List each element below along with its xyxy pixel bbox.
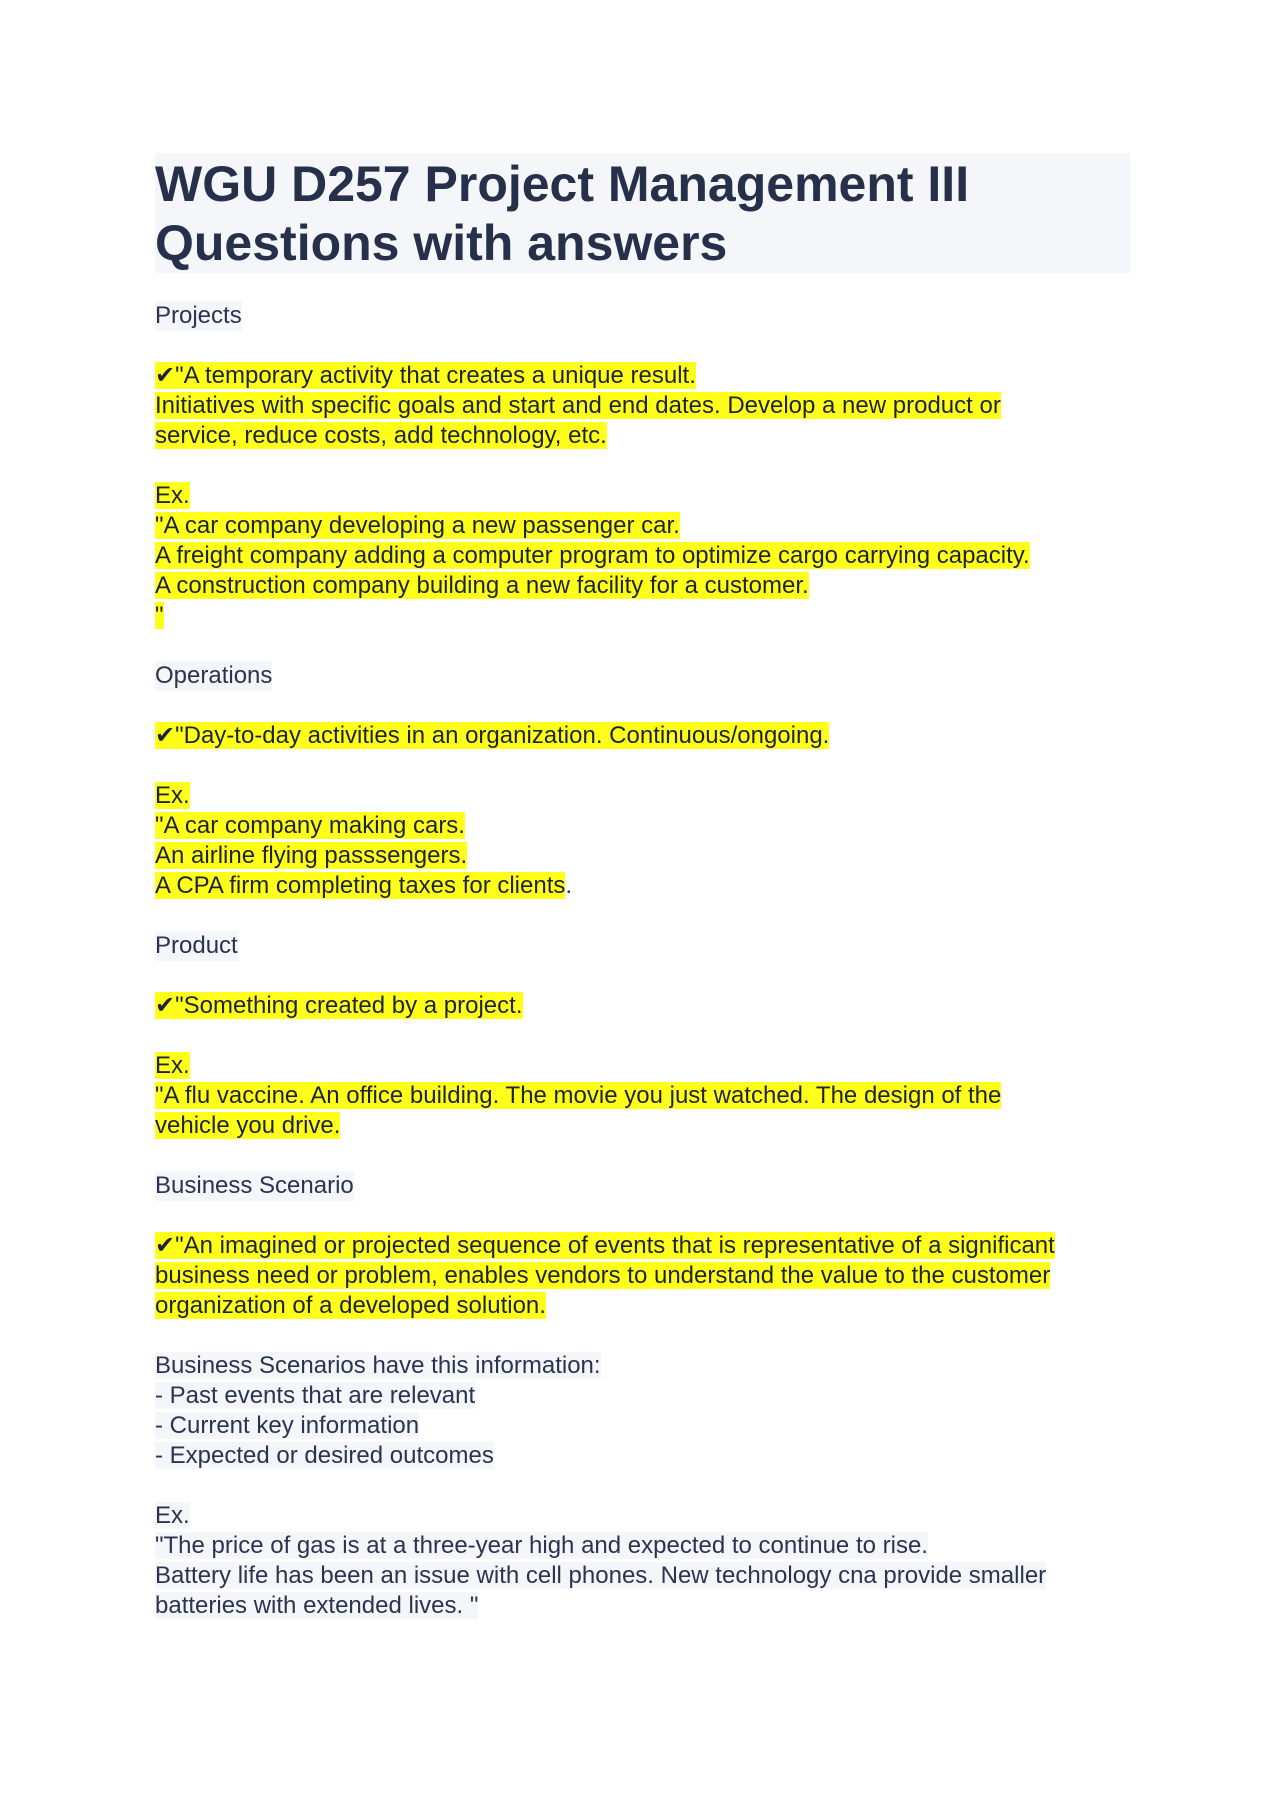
example-line: Battery life has been an issue with cell phones. New technology cna provide smaller — [155, 1562, 1047, 1589]
title-line: WGU D257 Project Management III — [155, 156, 970, 212]
answer-line: Initiatives with specific goals and start and end dates. Develop a new product or — [155, 392, 1001, 419]
document-page — [155, 153, 1130, 1621]
answer-line: ✔"An imagined or projected sequence of events that is representative of a significant — [155, 1232, 1055, 1259]
example-line: Ex. — [155, 482, 190, 509]
example-line: A CPA firm completing taxes for clients — [155, 872, 566, 899]
example-line: "A car company making cars. — [155, 812, 465, 839]
section-operations — [155, 661, 1130, 931]
example-trailing-period: . — [565, 872, 573, 899]
answer-line: ✔"A temporary activity that creates a unique result. — [155, 362, 696, 389]
answer-line: business need or problem, enables vendors to understand the value to the customer — [155, 1262, 1051, 1289]
term-heading: Operations — [155, 662, 273, 689]
term-heading: Business Scenario — [155, 1172, 354, 1199]
section-product — [155, 931, 1130, 1171]
example-line: Ex. — [155, 1052, 190, 1079]
info-line: - Expected or desired outcomes — [155, 1442, 494, 1469]
example-line: Ex. — [155, 1502, 190, 1529]
example-line: A freight company adding a computer program to optimize cargo carrying capacity. — [155, 542, 1030, 569]
example-line: "A car company developing a new passenger car. — [155, 512, 680, 539]
info-line: - Current key information — [155, 1412, 420, 1439]
example-line: "A flu vaccine. An office building. The movie you just watched. The design of the — [155, 1082, 1002, 1109]
example-line: "The price of gas is at a three-year high and expected to continue to rise. — [155, 1532, 928, 1559]
section-business-scenario — [155, 1171, 1130, 1621]
example-line: A construction company building a new facility for a customer. — [155, 572, 809, 599]
example-line: batteries with extended lives. " — [155, 1592, 479, 1619]
example-line: " — [155, 602, 164, 629]
document-title — [155, 153, 1130, 273]
term-heading: Product — [155, 932, 238, 959]
info-line: - Past events that are relevant — [155, 1382, 476, 1409]
example-line: An airline flying passsengers. — [155, 842, 468, 869]
example-line: Ex. — [155, 782, 190, 809]
answer-line: ✔"Something created by a project. — [155, 992, 523, 1019]
info-line: Business Scenarios have this information: — [155, 1352, 601, 1379]
answer-line: organization of a developed solution. — [155, 1292, 546, 1319]
title-line: Questions with answers — [155, 215, 728, 271]
term-heading: Projects — [155, 302, 242, 329]
section-projects — [155, 301, 1130, 661]
answer-line: ✔"Day-to-day activities in an organization. Continuous/ongoing. — [155, 722, 830, 749]
answer-line: service, reduce costs, add technology, etc. — [155, 422, 607, 449]
example-line: vehicle you drive. — [155, 1112, 341, 1139]
